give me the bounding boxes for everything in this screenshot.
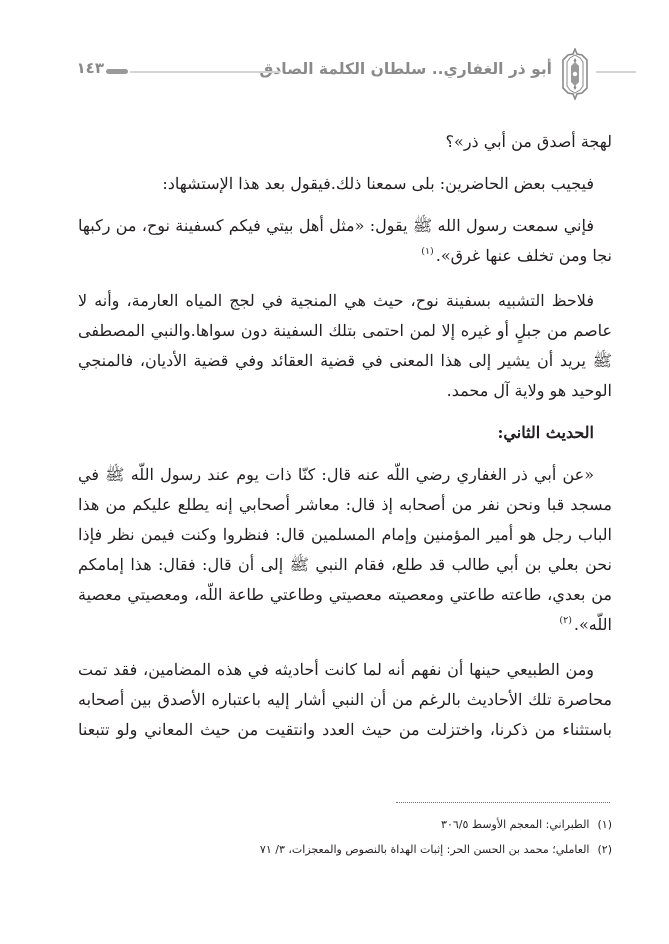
- paragraph-text: «عن أبي ذر الغفاري رضي اللّه عنه قال: كنّا ذات يوم عند رسول اللّه ﷺ في مسجد قبا ونحن نفر من أصحابه إذ قال: معاشر أصحابي إنه يطلع عليكم من هذا الباب رجل هو أمير المؤمنين وإمام المسلمين قال: فنظروا وكنت فيمن نظر فإذا نحن بعلي بن أبي طالب قد طلع، فقام النبي ﷺ إلى أن قال: فقال: هذا إمامكم من بعدي، طاعته طاعتي ومعصيته معصيتي وطاعتي طاعة اللّه، ومعصيتي معصية اللّه».: [78, 465, 612, 634]
- paragraph: [78, 460, 612, 643]
- footnotes: [78, 812, 612, 862]
- page-number-marker: [106, 69, 128, 74]
- paragraph: ومن الطبيعي حينها أن نفهم أنه لما كانت أحاديثه في هذه المضامين، فقد تمت محاصرة تلك الأحاديث بالرغم من أن النبي أشار إليه باعتباره الأصدق بين أصحابه باستثناء من ذكرنا، واختزلت من حيث العدد وانتقيت من حيث المعاني ولو تتبعنا: [78, 660, 612, 739]
- section-heading: الحديث الثاني:: [497, 423, 594, 442]
- footnote-number: (١): [597, 818, 612, 831]
- ornament-icon: [560, 48, 590, 100]
- footnote-reference: (١): [421, 246, 434, 257]
- footnote: [78, 837, 612, 862]
- paragraph: فلاحظ التشبيه بسفينة نوح، حيث هي المنجية في لجج المياه العارمة، وأنه لا عاصم من جبلٍ أو غيره إلا لمن احتمى بتلك السفينة دون سواها.والنبي المصطفى ﷺ يريد أن يشير إلى هذا المعنى في قضية العقائد وفي قضية الأديان، فالمنجي الوحيد هو ولاية آل محمد.: [78, 291, 612, 400]
- footnote-number: (٢): [597, 843, 612, 856]
- header-rule: [596, 71, 636, 73]
- page-number: ١٤٣: [76, 59, 104, 77]
- page-header: [0, 48, 669, 98]
- paragraph: [78, 211, 612, 274]
- paragraph: لهجة أصدق من أبي ذر»؟: [445, 132, 612, 151]
- paragraph-text: فإني سمعت رسول الله ﷺ يقول: «مثل أهل بيتي فيكم كسفينة نوح، من ركبها نجا ومن تخلف عنها غرق».: [78, 216, 612, 265]
- footnote-reference: (٢): [559, 615, 572, 626]
- footnote-text: العاملي؛ محمد بن الحسن الحر: إثبات الهداة بالنصوص والمعجزات، ٣/ ٧١: [259, 843, 590, 856]
- paragraph: فيجيب بعض الحاضرين: بلى سمعنا ذلك.فيقول بعد هذا الإستشهاد:: [162, 174, 594, 193]
- footnote-separator: [396, 802, 610, 803]
- footnote-text: الطبراني: المعجم الأوسط ٣٠٦/٥: [441, 818, 590, 831]
- page-body: [78, 127, 612, 757]
- footnote: [78, 812, 612, 837]
- running-title: أبو ذر الغفاري.. سلطان الكلمة الصادق: [259, 60, 552, 78]
- header-rule: [130, 71, 280, 73]
